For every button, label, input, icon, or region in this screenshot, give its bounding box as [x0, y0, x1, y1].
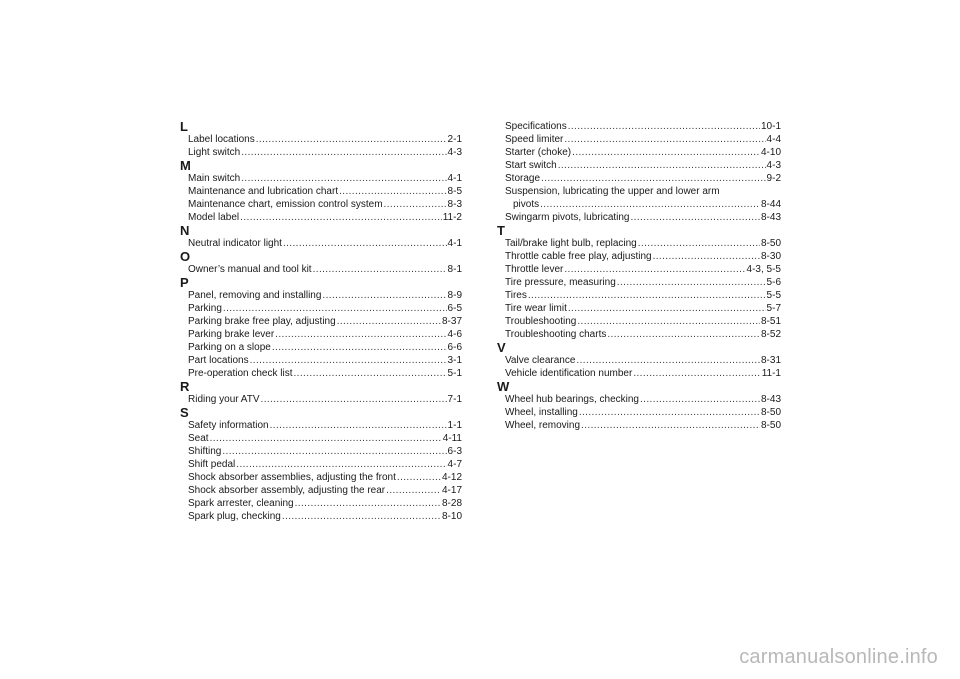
index-entry-label: Parking on a slope — [188, 342, 271, 353]
index-entry-label: Start switch — [505, 160, 557, 171]
index-section — [497, 341, 781, 380]
index-entry-label: Shock absorber assemblies, adjusting the front — [188, 472, 396, 483]
index-entry-page: 4-3, 5-5 — [746, 264, 781, 275]
index-entry-page: 4-7 — [447, 459, 462, 470]
index-entry-page: 7-1 — [447, 394, 462, 405]
index-entry — [180, 497, 462, 510]
index-entry-leader-dots — [653, 250, 760, 263]
index-entry-label: Speed limiter — [505, 134, 564, 145]
index-section — [497, 120, 781, 224]
index-entry-label: Throttle cable free play, adjusting — [505, 251, 652, 262]
index-entry — [497, 315, 781, 328]
index-entry-page: 8-43 — [760, 212, 781, 223]
index-entry-leader-dots — [579, 406, 760, 419]
index-entry-label: Spark plug, checking — [188, 511, 281, 522]
index-entry — [497, 393, 781, 406]
index-entry-page: 8-9 — [447, 290, 462, 301]
index-entry — [180, 484, 462, 497]
index-entry-page: 8-50 — [760, 420, 781, 431]
index-entry-leader-dots — [577, 315, 760, 328]
index-section — [497, 380, 781, 432]
index-section — [180, 406, 462, 523]
index-entry — [497, 172, 781, 185]
index-entry-label: Storage — [505, 173, 541, 184]
index-entry-label: Shifting — [188, 446, 222, 457]
index-entry-leader-dots — [261, 393, 447, 406]
index-entry-page: 4-3 — [447, 147, 462, 158]
index-entry-page: 4-17 — [441, 485, 462, 496]
index-entry-label: Neutral indicator light — [188, 238, 282, 249]
index-entry — [497, 120, 781, 133]
index-entry — [497, 328, 781, 341]
index-entry-page: 3-1 — [447, 355, 462, 366]
index-entry-leader-dots — [236, 458, 446, 471]
index-entry-label: pivots — [513, 199, 540, 210]
index-entry-label: Light switch — [188, 147, 241, 158]
index-entry — [180, 341, 462, 354]
index-entry-page: 8-5 — [447, 186, 462, 197]
index-entry-page: 6-3 — [447, 446, 462, 457]
index-section — [180, 276, 462, 380]
index-entry-leader-dots — [241, 146, 446, 159]
index-entry — [497, 263, 781, 276]
index-entry-leader-dots — [386, 484, 441, 497]
index-entry-page: 11-2 — [442, 212, 462, 223]
index-entry-leader-dots — [384, 198, 447, 211]
index-entry-page: 8-37 — [441, 316, 462, 327]
index-entry-page: 11-1 — [761, 368, 781, 379]
index-entry-leader-dots — [564, 263, 745, 276]
index-entry-leader-dots — [256, 133, 447, 146]
index-section — [180, 250, 462, 276]
index-entry-leader-dots — [638, 237, 760, 250]
index-entry — [497, 211, 781, 224]
index-entry-page: 6-6 — [447, 342, 462, 353]
index-entry-leader-dots — [541, 172, 766, 185]
index-entry-page: 5-1 — [447, 368, 462, 379]
index-entry-leader-dots — [633, 367, 760, 380]
index-entry — [180, 185, 462, 198]
index-entry — [497, 419, 781, 432]
index-entry-page: 1-1 — [447, 420, 462, 431]
index-entry — [497, 146, 781, 159]
index-entry-label: Tire wear limit — [505, 303, 567, 314]
index-entry-leader-dots — [540, 198, 760, 211]
index-section — [497, 224, 781, 341]
index-section — [180, 159, 462, 224]
index-entry-leader-dots — [272, 341, 447, 354]
index-entry-page: 4-4 — [766, 134, 781, 145]
index-entry-label: Safety information — [188, 420, 269, 431]
index-entry-label: Specifications — [505, 121, 567, 132]
index-entry — [497, 133, 781, 146]
index-entry-page: 5-5 — [766, 290, 781, 301]
index-entry-label: Spark arrester, cleaning — [188, 498, 294, 509]
index-entry-label: Model label — [188, 212, 240, 223]
index-entry-page: 4-6 — [447, 329, 462, 340]
index-entry-leader-dots — [223, 302, 447, 315]
index-entry-label: Parking brake lever — [188, 329, 275, 340]
index-entry-leader-dots — [607, 328, 760, 341]
index-section — [180, 224, 462, 250]
index-letter-heading: T — [497, 223, 505, 238]
index-entry — [180, 302, 462, 315]
index-entry-page: 8-51 — [760, 316, 781, 327]
index-entry-leader-dots — [568, 120, 760, 133]
index-entry-leader-dots — [250, 354, 447, 367]
index-entry-leader-dots — [572, 146, 760, 159]
index-entry-leader-dots — [640, 393, 760, 406]
index-entry-label: Swingarm pivots, lubricating — [505, 212, 630, 223]
index-entry-page: 5-6 — [766, 277, 781, 288]
index-entry-label: Shock absorber assembly, adjusting the rear — [188, 485, 386, 496]
index-entry-label: Pre-operation check list — [188, 368, 293, 379]
index-entry-leader-dots — [576, 354, 760, 367]
index-entry-page: 4-1 — [447, 238, 462, 249]
index-letter-heading: L — [180, 119, 188, 134]
index-entry-label: Tire pressure, measuring — [505, 277, 616, 288]
index-entry-leader-dots — [322, 289, 446, 302]
index-letter-heading: O — [180, 249, 191, 264]
index-letter-heading: M — [180, 158, 191, 173]
index-entry-leader-dots — [240, 211, 442, 224]
index-entry — [180, 263, 462, 276]
index-entry-label: Label locations — [188, 134, 255, 145]
index-entry-label: Tail/brake light bulb, replacing — [505, 238, 637, 249]
index-entry — [497, 276, 781, 289]
index-entry-label: Owner’s manual and tool kit — [188, 264, 312, 275]
index-entry-leader-dots — [631, 211, 760, 224]
index-entry-leader-dots — [313, 263, 447, 276]
index-entry-leader-dots — [270, 419, 447, 432]
index-entry-page: 10-1 — [760, 121, 781, 132]
index-entry-leader-dots — [568, 302, 766, 315]
index-entry — [497, 185, 781, 198]
index-entry-label: Riding your ATV — [188, 394, 260, 405]
index-entry-label: Suspension, lubricating the upper and lower arm — [505, 186, 720, 197]
index-entry-page: 8-52 — [760, 329, 781, 340]
index-entry-label: Throttle lever — [505, 264, 564, 275]
index-entry-label: Wheel, installing — [505, 407, 578, 418]
index-letter-heading: V — [497, 340, 506, 355]
index-entry-leader-dots — [564, 133, 765, 146]
index-entry-page: 8-28 — [441, 498, 462, 509]
index-entry-leader-dots — [210, 432, 442, 445]
index-entry-leader-dots — [581, 419, 760, 432]
index-entry-leader-dots — [275, 328, 446, 341]
index-entry — [180, 328, 462, 341]
index-entry — [497, 237, 781, 250]
index-entry — [180, 471, 462, 484]
index-letter-heading: N — [180, 223, 190, 238]
index-entry-leader-dots — [339, 185, 446, 198]
index-entry-leader-dots — [282, 510, 441, 523]
index-entry-label: Parking — [188, 303, 222, 314]
index-letter-heading: P — [180, 275, 189, 290]
index-section — [180, 380, 462, 406]
index-entry — [180, 354, 462, 367]
index-entry — [497, 354, 781, 367]
index-letter-heading: S — [180, 405, 189, 420]
index-entry — [497, 289, 781, 302]
index-entry-leader-dots — [558, 159, 766, 172]
index-entry-label: Vehicle identification number — [505, 368, 633, 379]
index-column-left — [180, 120, 462, 523]
index-entry — [180, 432, 462, 445]
index-entry-leader-dots — [222, 445, 446, 458]
index-entry-page: 4-11 — [442, 433, 462, 444]
index-entry-label: Troubleshooting — [505, 316, 577, 327]
index-entry-page: 8-30 — [760, 251, 781, 262]
index-entry — [497, 159, 781, 172]
index-entry — [180, 289, 462, 302]
index-entry — [497, 406, 781, 419]
index-entry-page: 4-1 — [447, 173, 462, 184]
index-entry-page: 8-50 — [760, 407, 781, 418]
index-entry-label: Part locations — [188, 355, 249, 366]
watermark: carmanualsonline.info — [739, 646, 938, 668]
index-entry — [180, 146, 462, 159]
index-entry-label: Maintenance chart, emission control system — [188, 199, 383, 210]
index-entry-label: Shift pedal — [188, 459, 236, 470]
index-entry — [497, 250, 781, 263]
index-entry — [180, 393, 462, 406]
index-column-right — [497, 120, 781, 432]
index-entry-leader-dots — [295, 497, 441, 510]
index-entry — [180, 198, 462, 211]
index-entry — [180, 445, 462, 458]
index-entry — [497, 302, 781, 315]
index-entry-page: 8-10 — [441, 511, 462, 522]
index-entry-label: Wheel hub bearings, checking — [505, 394, 639, 405]
index-letter-heading: W — [497, 379, 510, 394]
index-section — [180, 120, 462, 159]
index-entry-page: 4-10 — [760, 147, 781, 158]
index-entry — [180, 367, 462, 380]
index-entry-label: Panel, removing and installing — [188, 290, 322, 301]
index-entry — [180, 237, 462, 250]
index-entry — [180, 510, 462, 523]
index-entry-page: 8-50 — [760, 238, 781, 249]
index-entry-page: 2-1 — [447, 134, 462, 145]
index-entry-page: 9-2 — [766, 173, 781, 184]
index-entry-label: Maintenance and lubrication chart — [188, 186, 339, 197]
index-entry-page: 4-12 — [441, 472, 462, 483]
index-entry-page: 8-43 — [760, 394, 781, 405]
index-entry-page: 8-1 — [447, 264, 462, 275]
index-entry-leader-dots — [294, 367, 447, 380]
index-entry-label: Wheel, removing — [505, 420, 581, 431]
index-entry-label: Valve clearance — [505, 355, 576, 366]
index-entry-page: 8-3 — [447, 199, 462, 210]
index-entry-page: 8-44 — [760, 199, 781, 210]
index-letter-heading: R — [180, 379, 190, 394]
index-entry-label: Seat — [188, 433, 209, 444]
index-entry-leader-dots — [241, 172, 446, 185]
index-entry-page: 8-31 — [760, 355, 781, 366]
index-entry-label: Starter (choke) — [505, 147, 572, 158]
index-entry-page: 4-3 — [766, 160, 781, 171]
index-entry-label: Troubleshooting charts — [505, 329, 607, 340]
index-entry-leader-dots — [397, 471, 441, 484]
index-entry — [180, 211, 462, 224]
index-entry-page: 5-7 — [766, 303, 781, 314]
index-entry-leader-dots — [617, 276, 766, 289]
index-entry — [180, 172, 462, 185]
index-entry-leader-dots — [283, 237, 447, 250]
index-entry-label: Tires — [505, 290, 527, 301]
index-entry — [497, 198, 781, 211]
index-entry — [180, 419, 462, 432]
index-entry-leader-dots — [337, 315, 441, 328]
index-entry-page: 6-5 — [447, 303, 462, 314]
index-entry-label: Parking brake free play, adjusting — [188, 316, 336, 327]
index-entry-label: Main switch — [188, 173, 241, 184]
index-entry — [180, 133, 462, 146]
index-entry — [180, 458, 462, 471]
index-entry — [497, 367, 781, 380]
index-entry — [180, 315, 462, 328]
index-entry-leader-dots — [528, 289, 766, 302]
